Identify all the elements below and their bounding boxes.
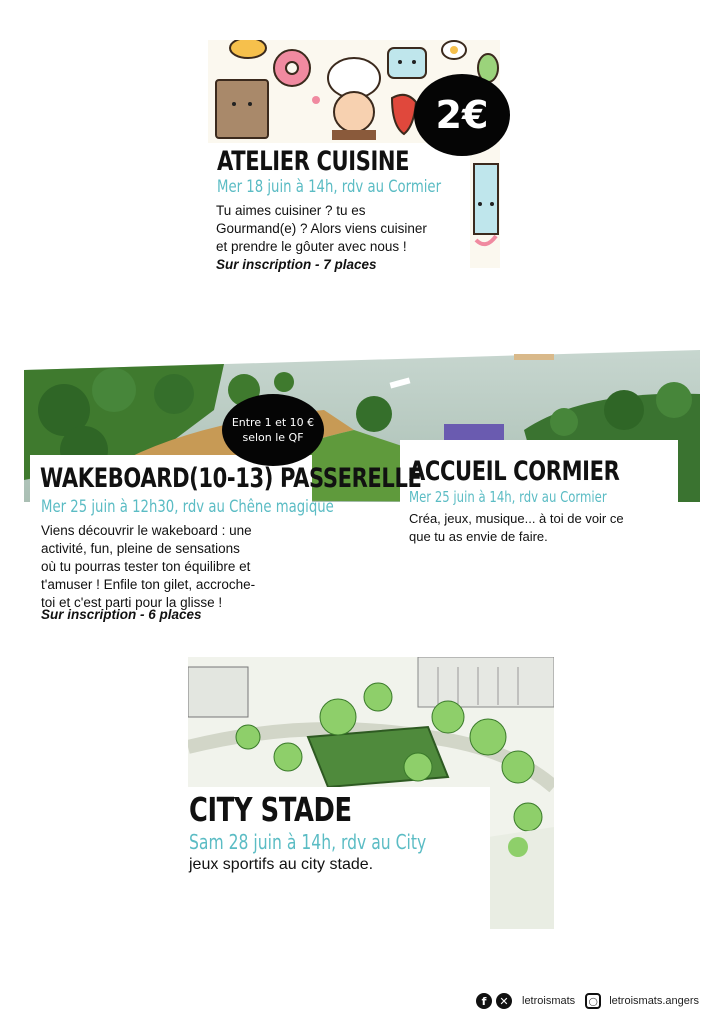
cuisine-when: Mer 18 juin à 14h, rdv au Cormier — [217, 177, 442, 197]
cormier-title: ACCUEIL CORMIER — [409, 456, 620, 487]
wakeboard-registration: Sur inscription - 6 places — [41, 607, 202, 622]
cuisine-registration: Sur inscription - 7 places — [216, 257, 377, 272]
facebook-icon[interactable]: f — [476, 993, 492, 1009]
price-label: 2€ — [435, 93, 489, 137]
wakeboard-description: Viens découvrir le wakeboard : une activité, fun, pleine de sensations où tu pourras tester ton équilibre et t'amuser ! Enfile ton gilet, accroche- toi et c'est parti pour la glisse ! — [41, 523, 256, 610]
cormier-description: Créa, jeux, musique... à toi de voir ce que tu as envie de faire. — [409, 511, 624, 544]
cuisine-title: ATELIER CUISINE — [217, 146, 410, 177]
social-footer — [476, 990, 716, 1012]
price-badge-qf: Entre 1 et 10 € selon le QF — [222, 394, 324, 466]
city-description: jeux sportifs au city stade. — [189, 856, 374, 873]
instagram-handle[interactable]: letroismats.angers — [609, 995, 700, 1007]
price-badge — [414, 74, 510, 156]
wakeboard-title: WAKEBOARD(10-13) PASSERELLE — [40, 463, 422, 494]
instagram-icon[interactable]: ◯ — [585, 993, 601, 1009]
facebook-x-handle[interactable]: letroismats — [522, 995, 576, 1007]
wakeboard-when: Mer 25 juin à 12h30, rdv au Chêne magique — [41, 497, 334, 517]
cormier-when: Mer 25 juin à 14h, rdv au Cormier — [409, 488, 607, 506]
cuisine-description: Tu aimes cuisiner ? tu es Gourmand(e) ? Alors viens cuisiner et prendre le gôuter avec nous ! — [216, 203, 427, 254]
city-when: Sam 28 juin à 14h, rdv au City — [189, 830, 427, 854]
x-icon[interactable]: ✕ — [496, 993, 512, 1009]
city-title: CITY STADE — [189, 790, 352, 829]
